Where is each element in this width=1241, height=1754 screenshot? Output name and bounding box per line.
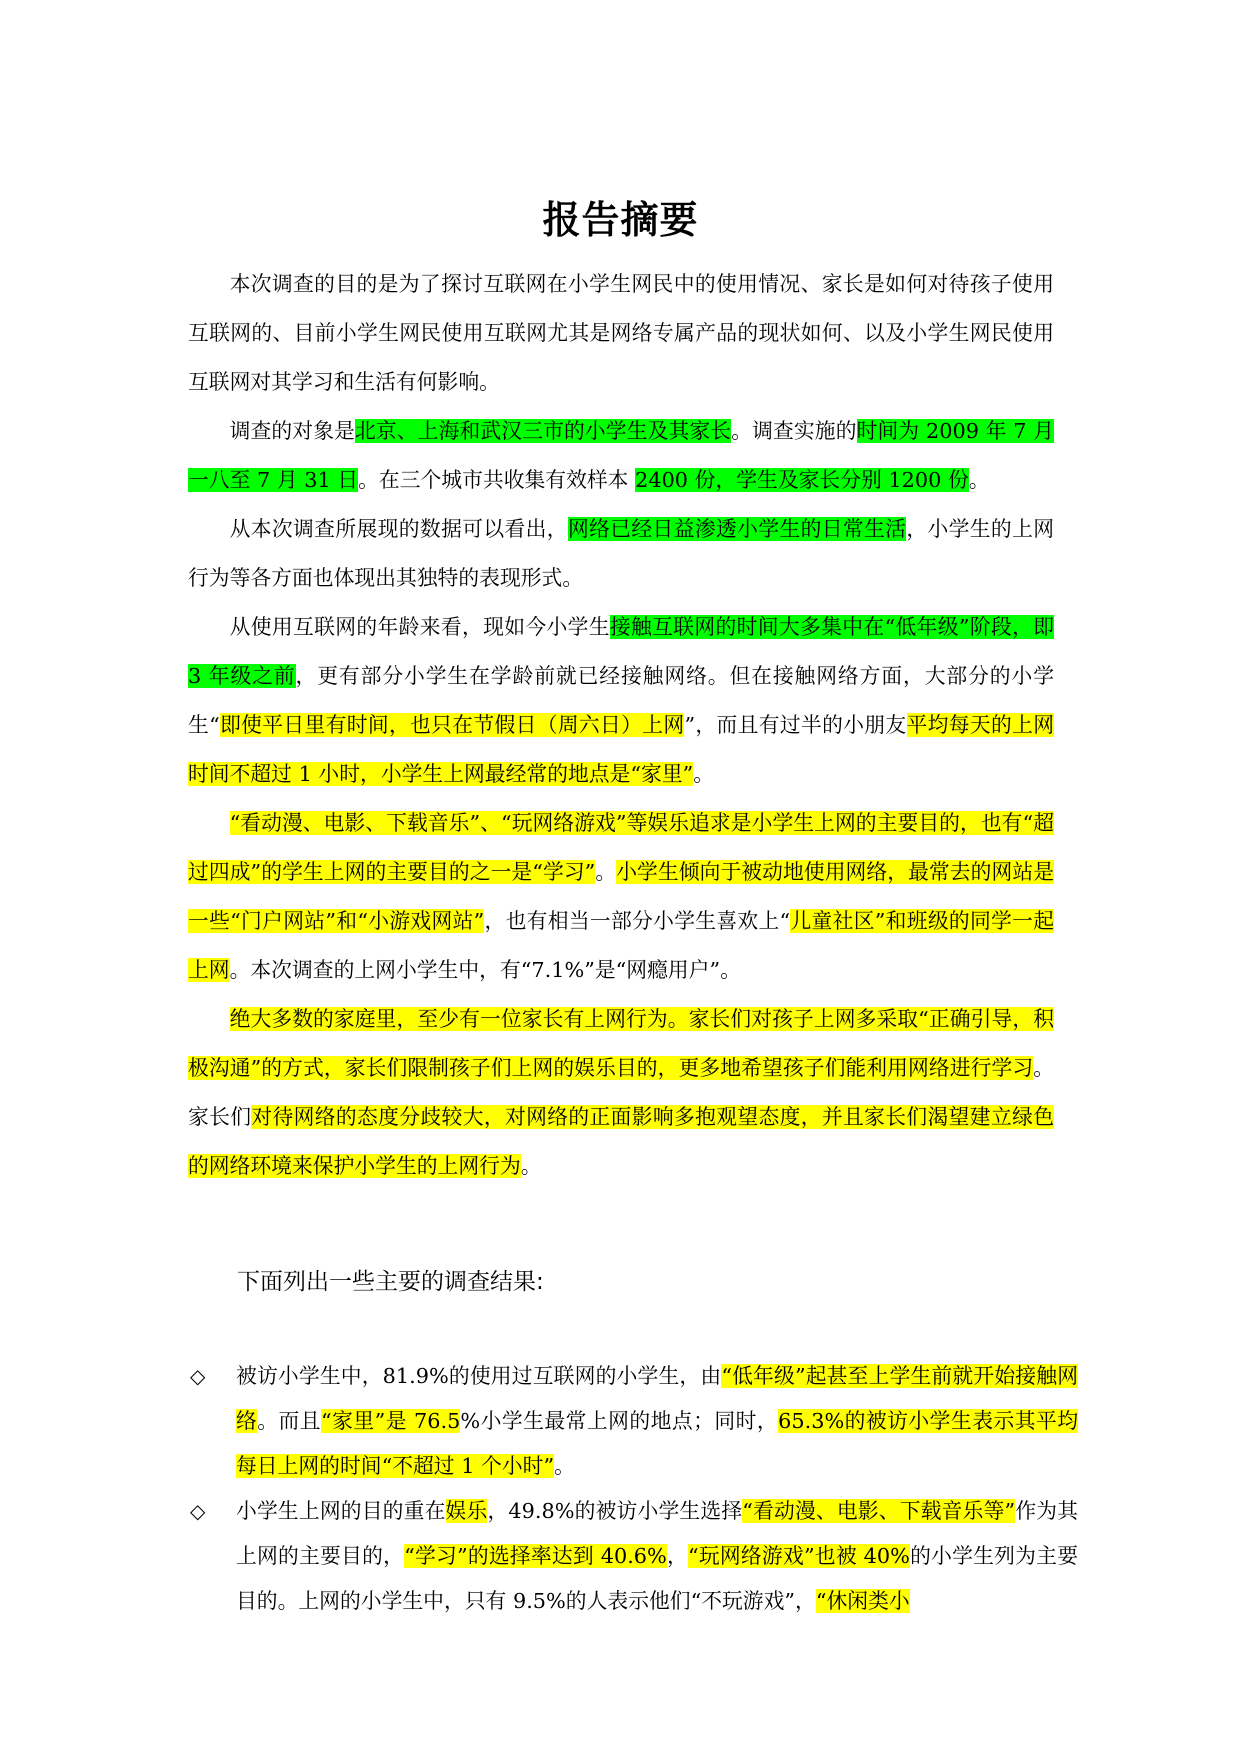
result-text: [236, 1364, 1078, 1478]
paragraph: [188, 799, 1054, 995]
green-highlight: 2400 份，学生及家长分别 1200 份: [635, 468, 969, 492]
yellow-highlight: “低年级”起甚至上学生前就开始接触网络: [236, 1364, 1078, 1433]
yellow-highlight: 即使平日里有时间，也只在节假日（周六日）上网: [219, 713, 685, 737]
yellow-highlight: 绝大多数的家庭里，至少有一位家长有上网行为。家长们对孩子上网多采取“正确引导，积极沟通”的方式，家长们限制孩子们上网的娱乐目的，更多地希望孩子们能利用网络进行学习: [188, 1007, 1054, 1080]
text-run: ，49.8%的被访小学生选择: [487, 1499, 743, 1523]
text-run: 。: [968, 468, 990, 492]
text-run: 。: [693, 762, 715, 786]
summary-body: [188, 260, 1054, 1191]
green-highlight: 北京、上海和武汉三市的小学生及其家长: [355, 419, 732, 443]
text-run: 本次调查的目的是为了探讨互联网在小学生网民中的使用情况、家长是如何对待孩子使用互联网的、目前小学生网民使用互联网尤其是网络专属产品的现状如何、以及小学生网民使用互联网对其学习和生活有何影响。: [188, 272, 1054, 394]
paragraph: [188, 995, 1054, 1191]
yellow-highlight: 小学生倾向于被动地使用网络，最常去的网站是一些“门户网站”和“小游戏网站”: [188, 860, 1054, 933]
text-run: 从本次调查所展现的数据可以看出，: [229, 517, 568, 541]
text-run: %小学生最常上网的地点；同时，: [460, 1409, 779, 1433]
text-run: 从使用互联网的年龄来看，现如今小学生: [229, 615, 610, 639]
text-run: 小学生上网的目的重在: [236, 1499, 446, 1523]
text-run: 被访小学生中，81.9%的使用过互联网的小学生，由: [236, 1364, 722, 1388]
text-run: 。而且: [257, 1409, 322, 1433]
yellow-highlight: “玩网络游戏”也被 40%: [688, 1544, 910, 1568]
list-item: [188, 1354, 1078, 1489]
text-run: 调查的对象是: [229, 419, 355, 443]
text-run: ，更有部分小学生在学龄前就已经接触网络。但在接触网络方面，大部分的小学生“: [188, 664, 1054, 737]
yellow-highlight: 儿童社区”和班级的同学一起上网: [188, 909, 1054, 982]
diamond-bullet-icon: ◇: [190, 1499, 206, 1523]
text-run: 。在三个城市共收集有效样本: [358, 468, 636, 492]
yellow-highlight: “休闲类小: [815, 1589, 910, 1613]
text-run: 。: [520, 1154, 542, 1178]
report-title: 报告摘要: [542, 198, 699, 242]
yellow-highlight: 平均每天的上网时间不超过 1 小时，小学生上网最经常的地点是“家里”: [188, 713, 1054, 786]
text-run: 。本次调查的上网小学生中，有“7.1%”是“网瘾用户”。: [229, 958, 741, 982]
results-heading: 下面列出一些主要的调查结果:: [237, 1269, 544, 1295]
paragraph: [188, 603, 1054, 799]
diamond-bullet-icon: ◇: [190, 1364, 206, 1388]
text-run: ”，而且有过半的小朋友: [684, 713, 907, 737]
yellow-highlight: “家里”是 76.5: [321, 1409, 461, 1433]
text-run: 。: [554, 1454, 575, 1478]
text-run: 作为其上网的主要目的，: [236, 1499, 1079, 1568]
result-text: [236, 1499, 1078, 1613]
paragraph: [188, 505, 1054, 603]
green-highlight: 接触互联网的时间大多集中在“低年级”阶段，即 3 年级之前: [188, 615, 1054, 688]
yellow-highlight: “看动漫、电影、下载音乐等”: [742, 1499, 1016, 1523]
yellow-highlight: 65.3%的被访小学生表示其平均每日上网的时间“不超过 1 个小时”: [236, 1409, 1079, 1478]
results-list: [188, 1354, 1078, 1624]
green-highlight: 时间为 2009 年 7 月一八至 7 月 31 日: [188, 419, 1055, 492]
green-highlight: 网络已经日益渗透小学生的日常生活: [567, 517, 907, 541]
text-run: 。调查实施的: [731, 419, 857, 443]
yellow-highlight: 对待网络的态度分歧较大，对网络的正面影响多抱观望态度，并且家长们渴望建立绿色的网络环境来保护小学生的上网行为: [188, 1105, 1054, 1178]
paragraph: [188, 407, 1054, 505]
list-item: [188, 1489, 1078, 1624]
text-run: 的小学生列为主要目的。上网的小学生中，只有 9.5%的人表示他们“不玩游戏”，: [236, 1544, 1078, 1613]
text-run: ，小学生的上网行为等各方面也体现出其独特的表现形式。: [188, 517, 1055, 590]
text-run: ，也有相当一部分小学生喜欢上“: [484, 909, 791, 933]
paragraph: [188, 260, 1054, 407]
text-run: ，: [666, 1544, 689, 1568]
yellow-highlight: “看动漫、电影、下载音乐”、“玩网络游戏”等娱乐追求是小学生上网的主要目的，也有“超过四成”的学生上网的主要目的之一是“学习”: [188, 811, 1054, 884]
yellow-highlight: “学习”的选择率达到 40.6%: [404, 1544, 667, 1568]
yellow-highlight: 娱乐: [445, 1499, 488, 1523]
text-run: 。家长们: [188, 1056, 1054, 1129]
text-run: 。: [595, 860, 617, 884]
